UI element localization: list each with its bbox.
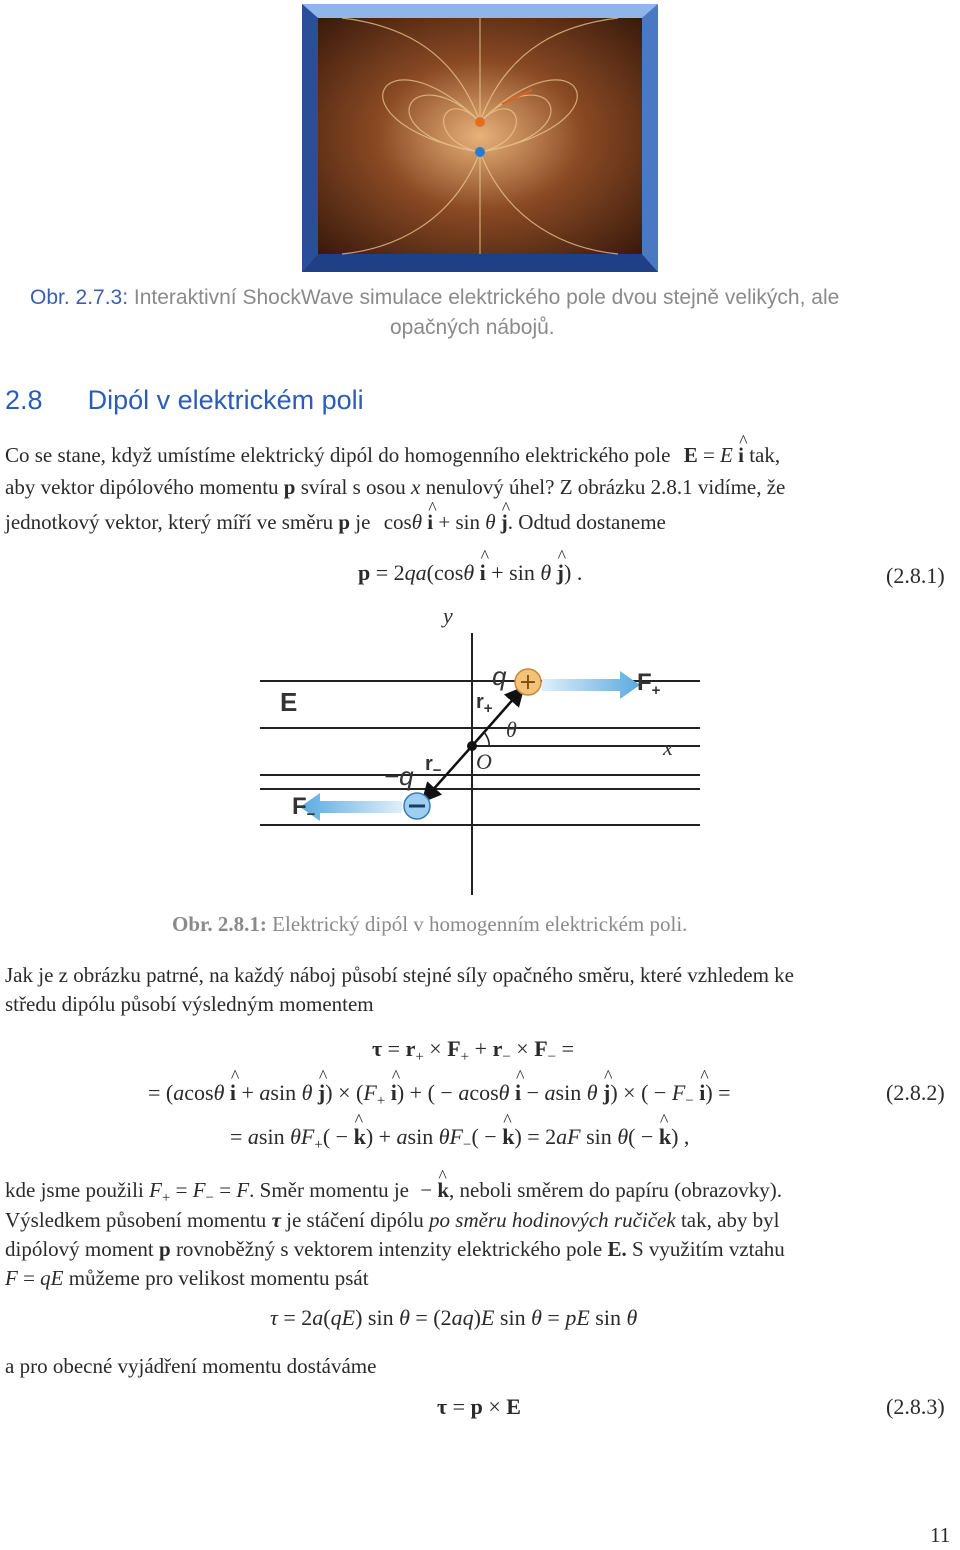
equation-2-8-1: p = 2qa(cosθ ^ i + sin θ ^ j) .: [358, 560, 582, 586]
para3-line2: Výsledkem působení momentu τ je stáčení dipólu po směru hodinových ručiček tak, aby byl: [5, 1208, 780, 1232]
figure2-caption-text: Elektrický dipól v homogenním elektrickém poli.: [272, 912, 688, 936]
para2-line1: Jak je z obrázku patrné, na každý náboj působí stejné síly opačného směru, které vzhledem ke: [5, 963, 794, 987]
para1-text: . Odtud dostaneme: [507, 510, 666, 534]
para3-text: , neboli směrem do papíru (obrazovky).: [449, 1178, 783, 1202]
para1-text: aby vektor dipólového momentu: [5, 475, 279, 499]
equation-2-8-1-number: (2.8.1): [886, 563, 945, 588]
para3-line4: F = qE můžeme pro velikost momentu psát: [5, 1266, 369, 1290]
para1-text: je: [355, 510, 371, 534]
figure1-caption-line1: [30, 286, 839, 310]
para4-line1: a pro obecné vyjádření momentu dostáváme: [5, 1354, 377, 1378]
svg-text:+: +: [518, 670, 538, 695]
section-heading: [5, 385, 364, 416]
equation-2-8-3: τ = p × E: [437, 1394, 521, 1419]
para3-text: tak, aby byl: [680, 1208, 780, 1232]
para1-text: Co se stane, když umístíme elektrický dipól do homogenního elektrického pole: [5, 443, 671, 467]
para3-text: . Směr momentu je: [249, 1178, 409, 1202]
para3-text: S využitím vztahu: [631, 1237, 785, 1261]
label-O: O: [476, 749, 492, 774]
para3-line1: kde jsme použili $F_+ = F_- = F$. Směr momentu je − ^ k, neboli směrem do papíru (obrazovky).: [5, 1175, 782, 1213]
para1-line2: aby vektor dipólového momentu p svíral s osou x nenulový úhel? Z obrázku 2.8.1 vidíme, že: [5, 475, 786, 499]
equation-2-8-3-number: (2.8.3): [886, 1394, 945, 1419]
equation-2-8-2-line1: $\tau = r_+ \times F_+ + r_- \times F_-$ =: [372, 1036, 575, 1065]
figure2-caption: [172, 912, 687, 937]
para3-text: můžeme pro velikost momentu psát: [68, 1266, 369, 1290]
para1-line1: Co se stane, když umístíme elektrický dipól do homogenního elektrického pole E = E ^ i tak,: [5, 440, 780, 470]
para3-text-italic: po směru hodinových ručiček: [429, 1208, 676, 1232]
equation-2-8-2-number: (2.8.2): [886, 1080, 945, 1105]
simulation-image: [302, 4, 658, 272]
label-y: y: [443, 603, 453, 628]
label-F-minus-text: F: [292, 793, 307, 820]
figure2-caption-label: Obr. 2.8.1:: [172, 912, 267, 936]
figure1-caption-label: Obr. 2.7.3:: [30, 286, 129, 309]
figure1-caption-line2: opačných nábojů.: [390, 316, 555, 339]
para3-text: je stáčení dipólu: [286, 1208, 424, 1232]
para1-line3: jednotkový vektor, který míří ve směru p je cosθ ^ i + sin θ ^ j. Odtud dostaneme: [5, 507, 666, 537]
label-F-plus: $F_+$: [637, 669, 661, 699]
label-q: q: [492, 661, 507, 691]
label-r-plus-text: r: [476, 691, 484, 713]
section-number: 2.8: [5, 385, 43, 415]
label-F-minus: $F_-$: [292, 793, 316, 823]
para3-text: dipólový moment: [5, 1237, 154, 1261]
label-r-minus: $r_-$: [425, 753, 442, 779]
equation-2-8-2-line3: = asin $\theta F_+$( − ^ k) + asin $\theta F_-$( − ^ k) = 2aF sin θ( − ^ k) ,: [230, 1124, 689, 1154]
para1-text-tail: tak,: [749, 443, 781, 467]
label-x: x: [663, 735, 673, 760]
para1-text: svíral s osou: [300, 475, 406, 499]
para3-line3: dipólový moment p rovnoběžný s vektorem intenzity elektrického pole E. S využitím vztahu: [5, 1237, 785, 1261]
para2-line2: středu dipólu působí výsledným momentem: [5, 992, 374, 1016]
para3-text: kde jsme použili: [5, 1178, 144, 1202]
label-E: E: [280, 687, 298, 717]
page-number: 11: [930, 1523, 951, 1547]
label-minus-q: −q: [384, 761, 414, 791]
section-title: Dipól v elektrickém poli: [87, 385, 364, 415]
equation-torque-magnitude: τ = 2a(qE) sin θ = (2aq)E sin θ = pE sin θ: [270, 1305, 638, 1330]
label-F-plus-text: F: [637, 669, 652, 696]
para1-text: nenulový úhel? Z obrázku 2.8.1 vidíme, že: [425, 475, 786, 499]
dipole-diagram: [260, 605, 700, 895]
equation-2-8-2-line2: = (acosθ ^ i + asin θ ^ $j) \times (F_+$ ^ i) + ( − acosθ ^ i − asin θ ^ j) × ( − $F_-$ ^ i) =: [148, 1080, 731, 1110]
para1-text: jednotkový vektor, který míří ve směru: [5, 510, 334, 534]
figure1-caption-text: Interaktivní ShockWave simulace elektrického pole dvou stejně velikých, ale: [133, 286, 840, 309]
label-r-minus-text: r: [425, 753, 433, 775]
para3-text: rovnoběžný s vektorem intenzity elektrického pole: [175, 1237, 603, 1261]
para3-text: Výsledkem působení momentu: [5, 1208, 267, 1232]
label-theta: θ: [506, 717, 517, 742]
label-r-plus: $r_+$: [476, 691, 493, 717]
